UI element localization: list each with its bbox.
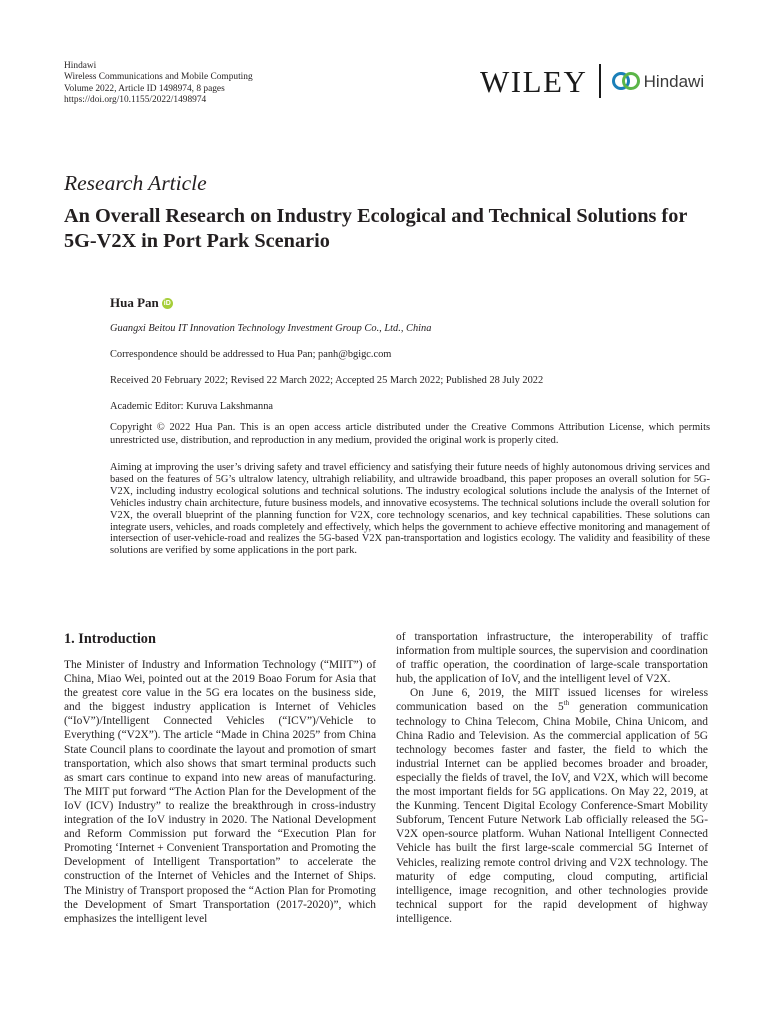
publisher-name: Hindawi <box>64 61 97 71</box>
affiliation: Guangxi Beitou IT Innovation Technology Investment Group Co., Ltd., China <box>110 323 432 334</box>
author-line <box>110 295 173 311</box>
author-name: Hua Pan <box>110 295 159 310</box>
hindawi-logo-icon <box>611 70 641 92</box>
ordinal-superscript: th <box>563 699 570 708</box>
body-paragraph: of transportation infrastructure, the interoperability of traffic information from multiple sources, the supervision and coordination of traffic operation, the coordination of large-scale transportation hub, the application of IoV, and the intelligent level of V2X. <box>396 631 708 686</box>
volume-info: Volume 2022, Article ID 1498974, 8 pages <box>64 83 225 94</box>
body-paragraph: The Minister of Industry and Information Technology (“MIIT”) of China, Miao Wei, pointed out at the 2019 Boao Forum for Asia that the greatest core value in the 5G era locates on the business side, and the biggest industry application is Internet of Vehicles (“IoV”)/Intelligent Connected Vehicles (“ICV”)/Vehicle to Everything (“V2X”). The article “Made in China 2025” from China State Council plans to coordinate the layout and promotion of smart transportation, which also shows that smart terminal products such as smart cars continue to expand into new areas of manufacturing. The MIIT put forward “The Action Plan for the Development of the IoV (ICV) Industry” to realize the breakthrough in cross-industry integration of the IoV industry in 2020. The National Development and Reform Commission put forward the “Execution Plan for Promoting ‘Internet + Convenient Transportation and Promoting the Development of Intelligent Transportation” to accelerate the construction of the Internet of Vehicles and the Internet of Ships. The Ministry of Transport proposed the “Action Plan for Promoting the Development of Smart Transportation (2017-2020)”, which emphasizes the intelligent level <box>64 659 376 925</box>
logo-divider <box>599 64 600 98</box>
body-column-left <box>64 630 376 926</box>
orcid-icon[interactable]: iD <box>163 299 171 307</box>
copyright-notice: Copyright © 2022 Hua Pan. This is an open access article distributed under the Creative Commons Attribution License, which permits unrestricted use, distribution, and reproduction in any medium, provided the original work is properly cited. <box>110 422 710 447</box>
body-column-right <box>396 630 708 926</box>
journal-metadata <box>64 61 404 107</box>
article-title: An Overall Research on Industry Ecological and Technical Solutions for 5G-V2X in Port Park Scenario <box>64 205 687 252</box>
paragraph-text: generation communication technology to China Telecom, China Mobile, China Unicom, and China Radio and Television. As the commercial application of 5G technology becomes faster and faster, the field to which the industrial Internet can be applied becomes broader and broader, especially the fields of travel, the IoV, and V2X, which will become the most important fields for 5G applications. On May 22, 2019, at the Kunming. Tencent Digital Ecology Conference-Smart Mobility Subforum, Tencent Future Network Lab officially released the 5G-V2X open-source platform. Wuhan National Intelligent Connected Vehicle has built the first large-scale commercial 5G Internet of Vehicles, realizing remote control driving and V2X technology. The maturity of edge computing, cloud computing, artificial intelligence, image recognition, and other technologies provide technical support for the rapid development of highway intelligence. <box>396 701 709 925</box>
journal-name: Wireless Communications and Mobile Computing <box>64 72 253 83</box>
doi-link[interactable]: https://doi.org/10.1155/2022/1498974 <box>64 95 207 106</box>
publication-dates: Received 20 February 2022; Revised 22 March 2022; Accepted 25 March 2022; Published 28 July 2022 <box>110 375 544 386</box>
academic-editor: Academic Editor: Kuruva Lakshmanna <box>110 401 274 412</box>
body-paragraph <box>396 686 708 926</box>
hindawi-logo-text: Hindawi <box>643 71 705 91</box>
abstract: Aiming at improving the user’s driving safety and travel efficiency and satisfying their future needs of highly autonomous driving services and based on the features of 5G’s ultralow latency, ultrahigh reliability, and ultrawide broadband, this paper proposes an overall solution for 5G-V2X, including industry ecological solutions and technical solutions. The industry ecological solutions include the analysis of the Internet of Vehicles industry chain architecture, future business models, and innovative ecosystems. The technical solutions include the overall solution for V2X, the overall blueprint of the planning function for V2X, core technology scenarios, and key technical capabilities. These solutions can integrate users, vehicles, and roads completely and effectively, which helps the government to achieve effective monitoring and management of intersection of user-vehicle-road and realizes the 5G-based V2X pan-transportation and logistics ecology. The validity and feasibility of these solutions are verified by some applications in the port park. <box>110 462 710 557</box>
section-heading: 1. Introduction <box>64 631 156 647</box>
article-type: Research Article <box>64 171 207 195</box>
correspondence: Correspondence should be addressed to Hua Pan; panh@bgigc.com <box>110 349 392 360</box>
wiley-logo: WILEY <box>480 63 588 99</box>
paragraph-text: On June 6, 2019, the MIIT issued licenses for wireless communication based on the 5 <box>396 687 708 714</box>
publisher-logos <box>480 62 708 100</box>
